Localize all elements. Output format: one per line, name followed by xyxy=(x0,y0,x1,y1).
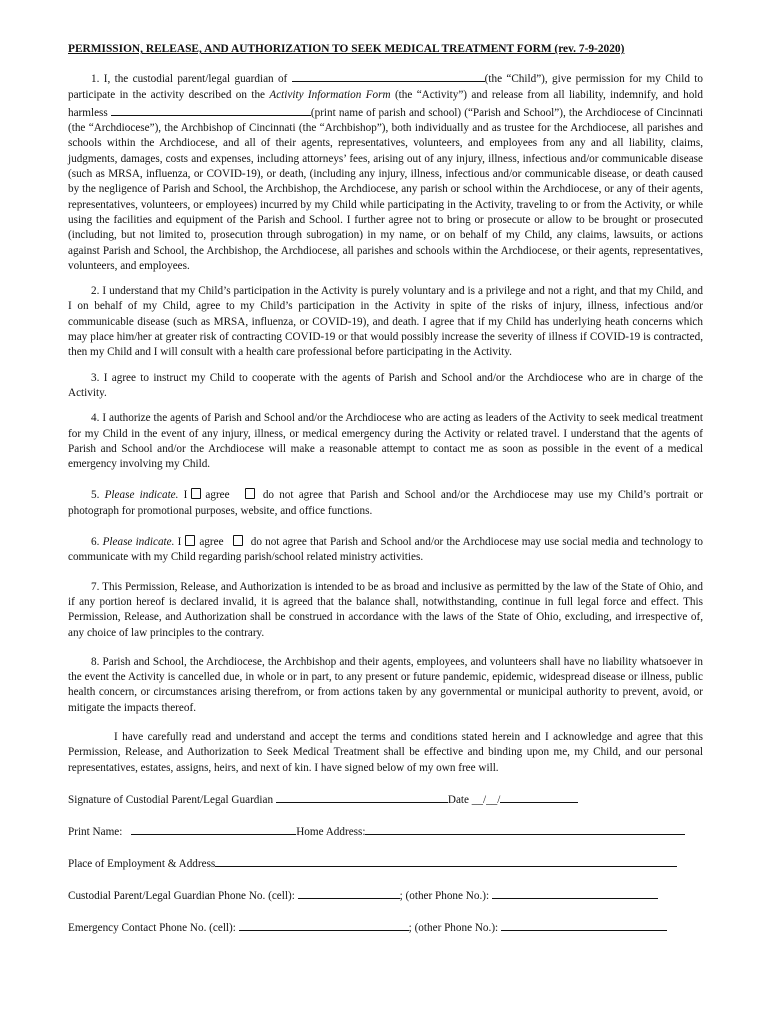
signature-row xyxy=(68,790,703,805)
please-indicate-label: Please indicate. xyxy=(104,489,179,502)
closing-statement xyxy=(68,730,703,776)
agree-label: agree xyxy=(205,489,230,502)
paragraph-text: I, the custodial parent/legal guardian of xyxy=(103,73,288,86)
print-name-field[interactable] xyxy=(131,822,296,835)
parish-school-name-field[interactable] xyxy=(111,103,311,116)
home-address-field[interactable] xyxy=(365,822,685,835)
paragraph-text: (print name of parish and school) (“Parish and School”), the Archdiocese of Cincinnati (the “Archdiocese”), the Archbishop of Cincinnati (the “Archbishop”), both individually and as trustee for the Archdiocese, all parishes and schools within the Archdiocese, and all of their agents, representatives, volunteers, and employees from any and all liability, claims, judgments, damages, costs and expenses, including attorneys’ fees, arising out of any injury, illness, infectious and/or communicable disease (such as MRSA, influenza, or COVID-19), or death, (including any injury, illness, infectious and/or communicable disease, or death caused by the negligence of Parish and School, the Archbishop, the Archdiocese, any parish or school within the Archdiocese, or any of their agents, representatives, volunteers, or employees) incurred by my Child while participating in the Activity, traveling to or from the Activity, or while using the facilities and equipment of the Parish and School. I further agree not to bring or prosecute or allow to be brought or prosecuted (including, but not limited to, prosecution through subrogation) in my name, or on behalf of my Child, any claims, lawsuits, or actions against Parish and School, the Archbishop, the Archdiocese, all parishes and schools within the Archdiocese, or their agents, representatives, volunteers, and employees. xyxy=(68,106,704,272)
form-name-reference: Activity Information Form xyxy=(269,88,391,101)
paragraph-text: I authorize the agents of Parish and School and/or the Archdiocese who are acting as leaders of the Activity to seek medical treatment for my Child in the event of any injury, illness, or medical emergency during the Activity or related travel. I understand that the agents of Parish and School and/or the Archdiocese will make a reasonable attempt to contact me as soon as possible in the event of a medical emergency involving my Child. xyxy=(68,412,703,471)
pronoun-i: I xyxy=(177,536,182,549)
paragraph-text: (the “Activity”) and release from all liability, indemnify, and hold harmless xyxy=(68,88,703,119)
print-name-label: Print Name: xyxy=(68,825,123,838)
paragraph-6 xyxy=(68,535,703,566)
date-label: Date xyxy=(447,793,469,806)
media-disagree-checkbox[interactable] xyxy=(233,535,243,546)
emergency-phone-row xyxy=(68,918,703,933)
paragraph-number: 4. xyxy=(91,412,100,425)
emergency-cell-field[interactable] xyxy=(239,918,409,931)
paragraph-number: 6. xyxy=(91,536,100,549)
paragraph-7 xyxy=(68,580,703,641)
name-address-row xyxy=(68,822,703,837)
guardian-phone-row xyxy=(68,886,703,901)
date-year-field[interactable] xyxy=(500,790,578,803)
photo-disagree-checkbox[interactable] xyxy=(245,488,255,499)
paragraph-3 xyxy=(68,371,703,402)
paragraph-text: do not agree that Parish and School and/or the Archdiocese may use my Child’s portrait or photograph for promotional purposes, website, and office functions. xyxy=(68,489,704,517)
paragraph-number: 2. xyxy=(91,285,100,298)
paragraph-1 xyxy=(68,69,703,274)
closing-text: I have carefully read and understand and accept the terms and conditions stated herein and I acknowledge and agree that this Permission, Release, and Authorization to Seek Medical Treatment shall be effective and binding upon me, my Child, and our personal representatives, estates, assigns, heirs, and next of kin. I have signed below of my own free will. xyxy=(68,730,703,774)
photo-agree-checkbox[interactable] xyxy=(191,488,201,499)
paragraph-number: 1. xyxy=(91,73,100,86)
paragraph-text: I understand that my Child’s participation in the Activity is purely voluntary and is a privilege and not a right, and that my Child, and I on behalf of my Child, agree to my Child’s participation in the Activity in spite of the risks of injury, illness, infectious and/or communicable disease (such as MRSA, influenza, or COVID-19), and death. I agree that if my Child has underlying heath concerns which may place him/her at greater risk of contracting COVID-19 or that would possibly increase the severity of illness if COVID-19 is contracted, then my Child and I will consult with a health care professional before participating in the Activity. xyxy=(68,285,704,359)
permission-form xyxy=(68,42,703,933)
employment-row xyxy=(68,854,703,869)
paragraph-text: Parish and School, the Archdiocese, the Archbishop and their agents, employees, and volunteers shall have no liability whatsoever in the event the Activity is cancelled due, in whole or in part, to any present or future pandemic, epidemic, widespread disease or illness, public health concern, or circumstances arising therefrom, or from actions taken by any governmental or municipal authority to prevent, avoid, or mitigate the impacts thereof. xyxy=(68,655,703,714)
paragraph-4 xyxy=(68,411,703,472)
emergency-phone-label: Emergency Contact Phone No. (cell): xyxy=(68,921,236,934)
pronoun-i: I xyxy=(183,489,188,502)
paragraph-number: 5. xyxy=(91,489,100,502)
guardian-phone-label: Custodial Parent/Legal Guardian Phone No. (cell): xyxy=(68,889,295,902)
other-phone-label: ; (other Phone No.): xyxy=(399,889,490,902)
please-indicate-label: Please indicate. xyxy=(102,536,175,549)
home-address-label: Home Address: xyxy=(296,825,366,838)
employment-field[interactable] xyxy=(215,854,677,867)
paragraph-text: (the “Child”), give permission for my Child to participate in the activity described on the xyxy=(68,73,704,101)
guardian-cell-field[interactable] xyxy=(298,886,400,899)
date-separator[interactable]: __/__/ xyxy=(471,793,501,806)
paragraph-text: This Permission, Release, and Authorization is intended to be as broad and inclusive as permitted by the law of the State of Ohio, and if any portion hereof is declared invalid, it is agreed that the balance shall, notwithstanding, continue in full legal force and effect. This Permission, Release, and Authorization shall be construed in accordance with the laws of the State of Ohio, excluding, and irrespective of, any choice of law principles to the contrary. xyxy=(68,580,703,639)
emergency-other-phone-field[interactable] xyxy=(501,918,667,931)
paragraph-2 xyxy=(68,284,703,360)
child-name-field[interactable] xyxy=(292,69,485,82)
paragraph-5 xyxy=(68,488,703,519)
paragraph-text: I agree to instruct my Child to cooperate with the agents of Parish and School and/or the Archdiocese who are in charge of the Activity. xyxy=(68,371,703,399)
paragraph-number: 3. xyxy=(91,371,100,384)
paragraph-8 xyxy=(68,655,703,716)
paragraph-number: 8. xyxy=(91,655,100,668)
agree-label: agree xyxy=(199,536,224,549)
signature-field[interactable] xyxy=(276,790,448,803)
guardian-other-phone-field[interactable] xyxy=(492,886,658,899)
paragraph-text: do not agree that Parish and School and/or the Archdiocese may use social media and technology to communicate with my Child regarding parish/school related ministry activities. xyxy=(68,536,704,564)
media-agree-checkbox[interactable] xyxy=(185,535,195,546)
form-title: PERMISSION, RELEASE, AND AUTHORIZATION TO SEEK MEDICAL TREATMENT FORM (rev. 7-9-2020) xyxy=(68,43,625,55)
employment-label: Place of Employment & Address xyxy=(68,857,216,870)
signature-label: Signature of Custodial Parent/Legal Guardian xyxy=(68,793,274,806)
paragraph-number: 7. xyxy=(91,580,100,593)
other-phone-label: ; (other Phone No.): xyxy=(408,921,499,934)
